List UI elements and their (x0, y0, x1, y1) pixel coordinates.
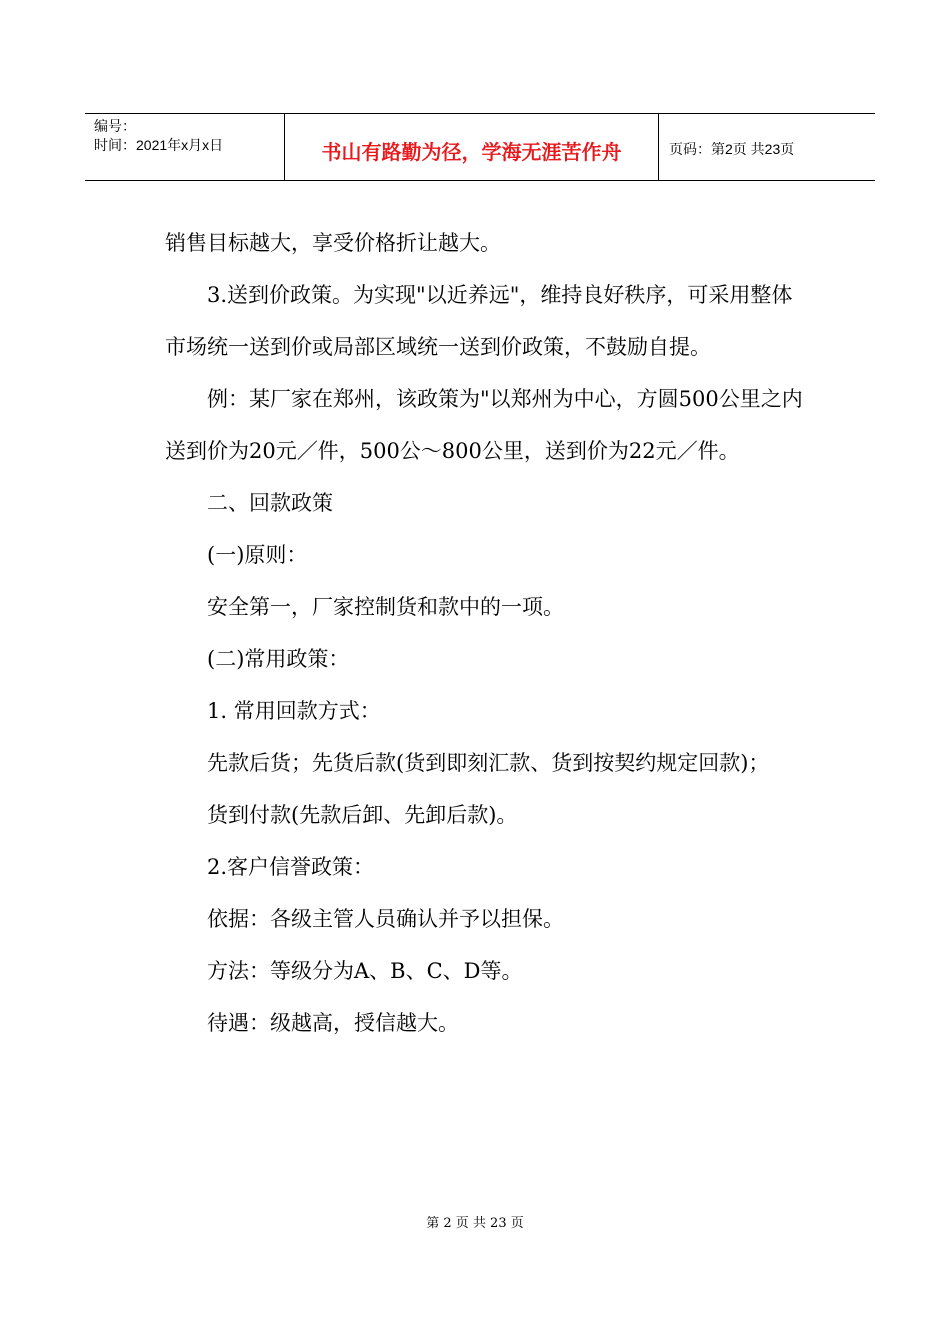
header-motto: 书山有路勤为径，学海无涯苦作舟 (285, 114, 659, 180)
section-heading: 二、回款政策 (207, 491, 333, 515)
paragraph: 例：某厂家在郑州，该政策为"以郑州为中心，方圆500公里之内送到价为20元／件，500公～800公里，送到价为22元／件。 (165, 387, 803, 463)
list-heading: 1. 常用回款方式： (207, 699, 381, 723)
document-body (165, 217, 805, 1049)
paragraph: 销售目标越大，享受价格折让越大。 (165, 231, 501, 255)
paragraph: 3.送到价政策。为实现"以近养远"，维持良好秩序，可采用整体市场统一送到价或局部区域统一送到价政策，不鼓励自提。 (165, 283, 793, 359)
paragraph: 依据：各级主管人员确认并予以担保。 (207, 907, 564, 931)
paragraph: 安全第一，厂家控制货和款中的一项。 (207, 595, 564, 619)
paragraph: 货到付款(先款后卸、先卸后款)。 (207, 803, 518, 827)
header-page-info: 页码：第2页 共23页 (669, 141, 795, 157)
page-header (85, 113, 875, 181)
header-meta (85, 114, 285, 180)
paragraph: 方法：等级分为A、B、C、D等。 (207, 959, 523, 983)
number-label: 编号： (94, 118, 136, 134)
page-footer: 第 2 页 共 23 页 (426, 1216, 524, 1231)
paragraph: 先款后货；先货后款(货到即刻汇款、货到按契约规定回款)； (207, 751, 770, 775)
paragraph: 待遇：级越高，授信越大。 (207, 1011, 459, 1035)
subsection-heading: (一)原则： (207, 543, 308, 567)
subsection-heading: (二)常用政策： (207, 647, 350, 671)
list-heading: 2.客户信誉政策： (207, 855, 375, 879)
time-label: 时间：2021年x月x日 (94, 137, 224, 153)
